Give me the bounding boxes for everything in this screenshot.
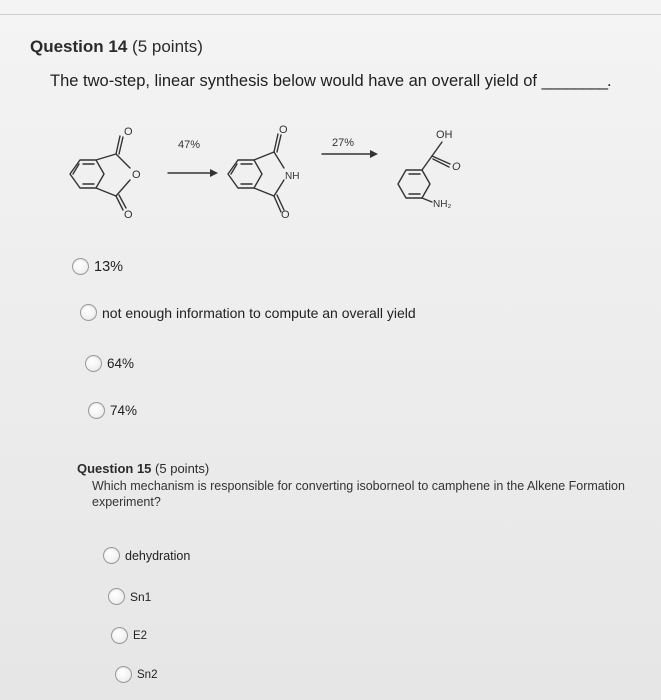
m3-nh2: NH₂ (433, 199, 452, 210)
q15-option-1[interactable] (103, 547, 190, 564)
top-divider (0, 14, 661, 15)
q15-option-2-radio[interactable] (108, 588, 125, 605)
q15-option-3-label: E2 (133, 629, 148, 642)
m1-carbonyl-o-bottom: O (124, 209, 133, 218)
step-1-yield: 47% (178, 139, 201, 151)
q15-option-4-radio[interactable] (115, 666, 132, 683)
m3-carbonyl-o: O (452, 161, 461, 173)
m1-carbonyl-o-top: O (124, 126, 133, 138)
q14-option-2-radio[interactable] (80, 304, 97, 321)
step-2-yield: 27% (332, 137, 355, 149)
m3-oh: OH (436, 129, 453, 141)
question-14-prompt-text: The two-step, linear synthesis below would have an overall yield of (50, 72, 538, 90)
question-15-prompt: Which mechanism is responsible for converting isoborneol to camphene in the Alkene Formation experiment? (92, 479, 625, 509)
question-15-points: (5 points) (155, 461, 210, 476)
q14-option-3-radio[interactable] (85, 355, 102, 372)
q14-option-4-label: 74% (110, 403, 138, 418)
q14-option-1-label: 13% (94, 258, 124, 275)
question-14-blank: ________. (541, 72, 611, 90)
question-14-number: Question 14 (30, 37, 128, 56)
q15-option-3[interactable] (111, 627, 147, 644)
q14-option-4[interactable] (88, 402, 137, 419)
m2-carbonyl-o-bottom: O (281, 209, 290, 218)
question-14-title (30, 37, 203, 57)
question-15-number: Question 15 (77, 461, 152, 476)
anthranilic-acid-structure (398, 142, 450, 202)
phthalic-anhydride-structure (70, 136, 130, 210)
question-14-points: (5 points) (132, 37, 203, 56)
q15-option-3-radio[interactable] (111, 627, 128, 644)
q15-option-2[interactable] (108, 588, 151, 605)
q15-option-4[interactable] (115, 666, 157, 683)
question-15-title (77, 461, 209, 476)
m2-nh: NH (285, 171, 300, 182)
q15-option-1-radio[interactable] (103, 547, 120, 564)
q14-option-2-label: not enough information to compute an overall yield (102, 304, 416, 321)
q14-option-3-label: 64% (107, 356, 135, 371)
m1-ring-o: O (132, 169, 141, 181)
arrow-2-head (370, 150, 378, 158)
q14-option-3[interactable] (85, 355, 134, 372)
q14-option-1[interactable] (72, 258, 123, 275)
q14-option-1-radio[interactable] (72, 258, 89, 275)
q14-option-2[interactable] (80, 304, 416, 321)
question-14-prompt (50, 72, 611, 91)
m2-carbonyl-o-top: O (279, 124, 288, 136)
q14-option-4-radio[interactable] (88, 402, 105, 419)
phthalimide-structure (228, 134, 284, 212)
arrow-1-head (210, 169, 218, 177)
q15-option-4-label: Sn2 (137, 668, 158, 681)
q15-option-1-label: dehydration (125, 548, 191, 563)
q15-option-2-label: Sn1 (130, 589, 152, 604)
reaction-scheme (60, 118, 500, 218)
